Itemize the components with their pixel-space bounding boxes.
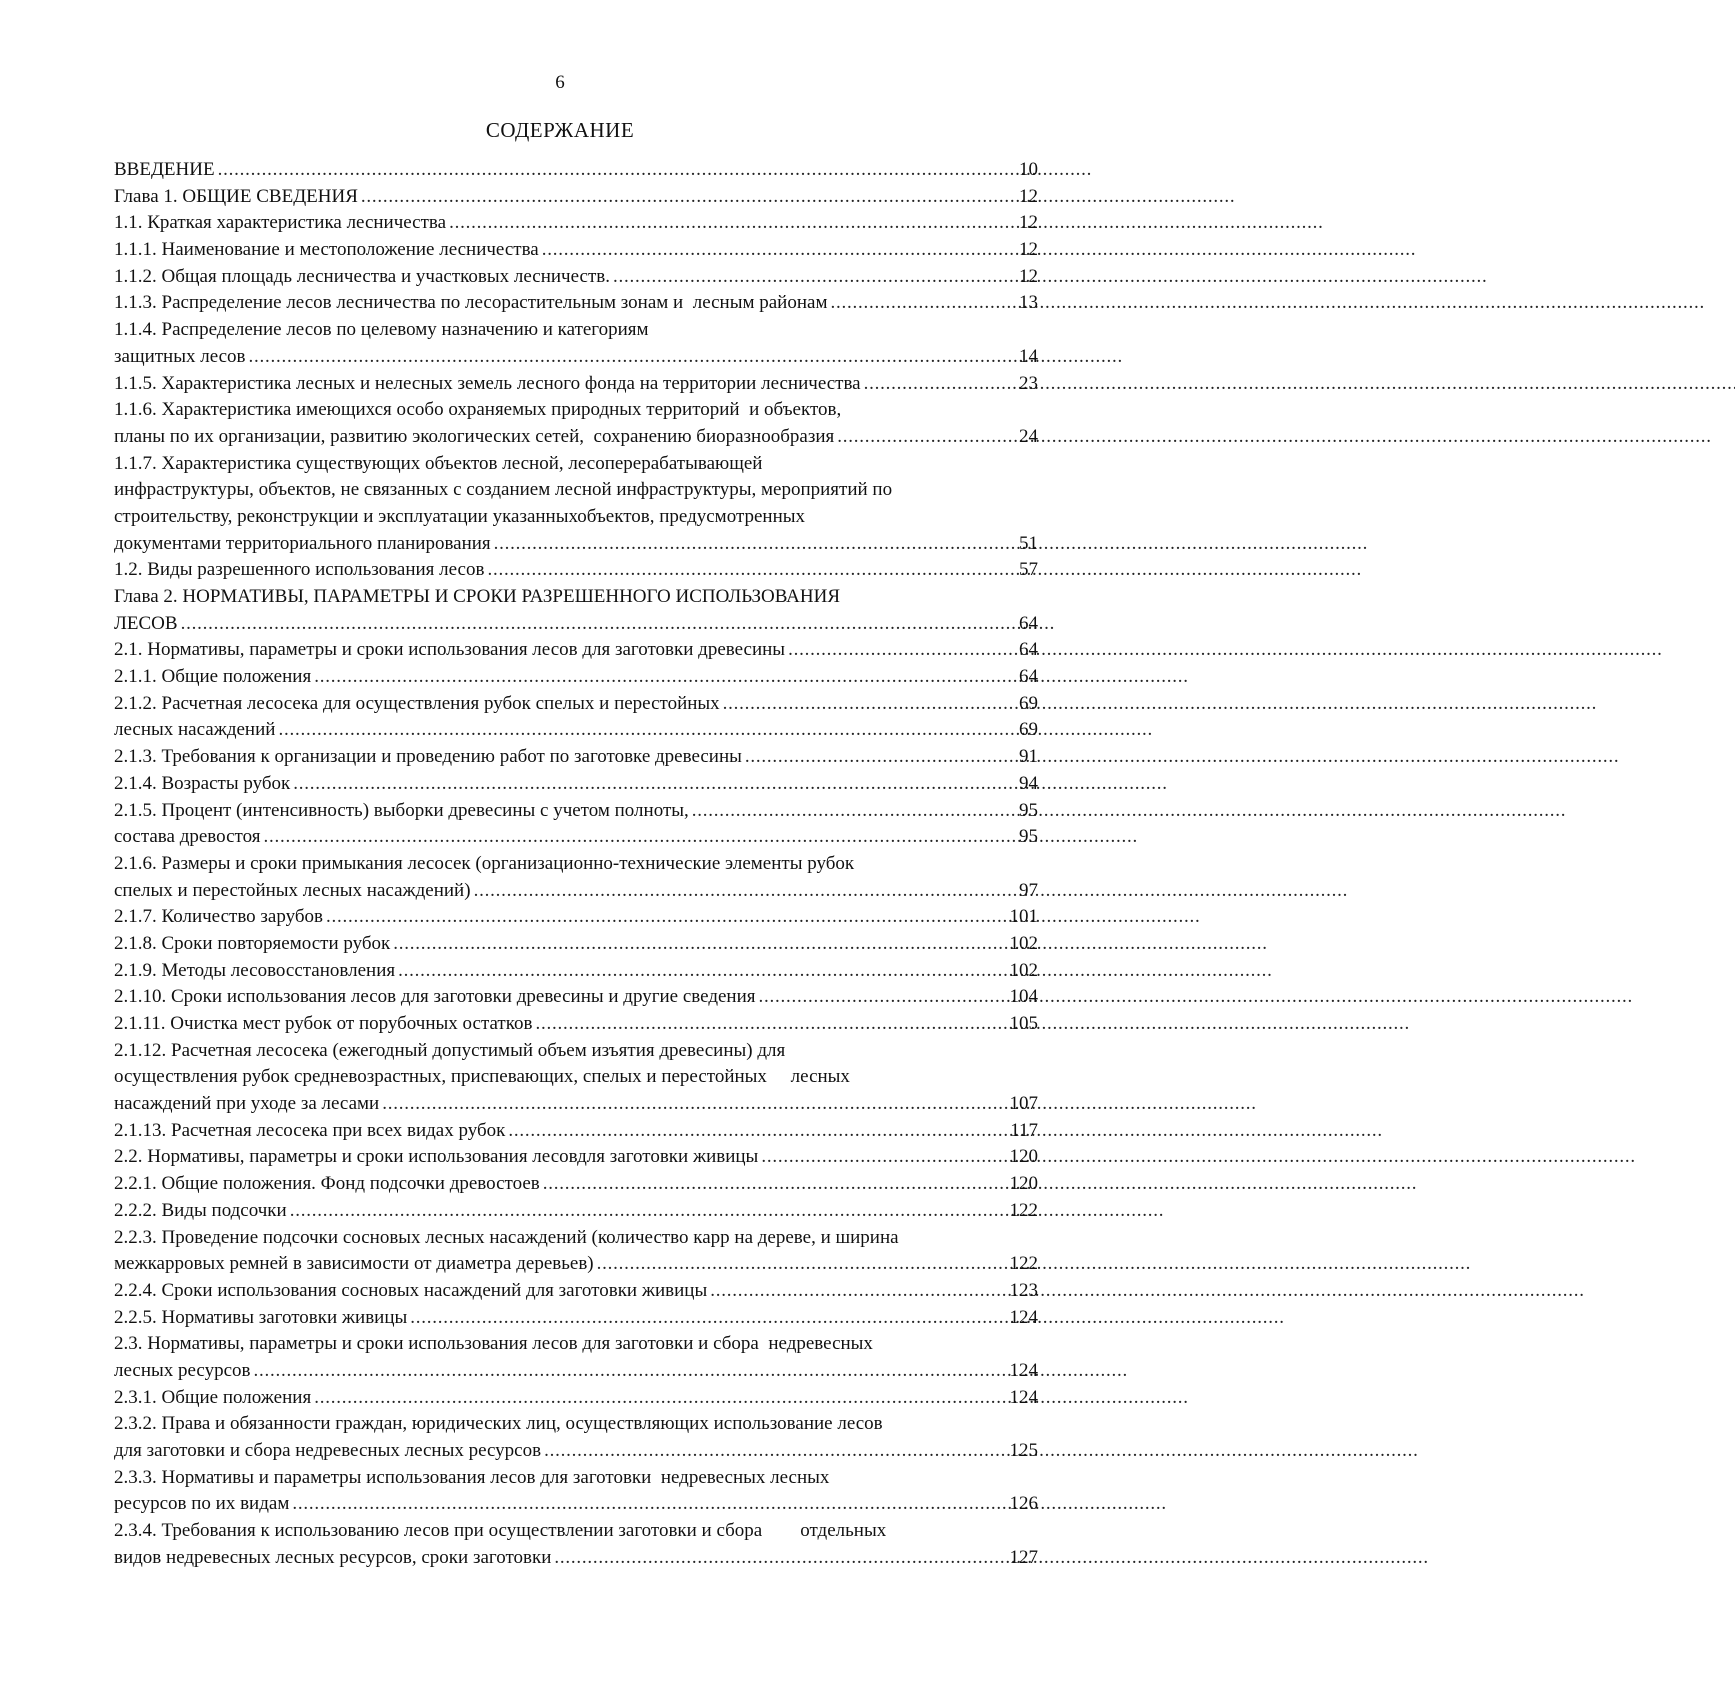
toc-entry-text: 1.1.5. Характеристика лесных и нелесных земель лесного фонда на территории лесничества [114, 372, 861, 394]
toc-page-number: 123 [1009, 1279, 1038, 1301]
toc-dot-leader [761, 1144, 1006, 1171]
toc-entry[interactable] [114, 557, 1038, 584]
toc-page-number: 124 [1009, 1359, 1038, 1381]
toc-entry[interactable] [114, 744, 1038, 771]
toc-page-number: 97 [1019, 879, 1038, 901]
toc-page-number: 12 [1019, 185, 1038, 207]
toc-entry-text: 2.1.8. Сроки повторяемости рубок [114, 932, 391, 954]
toc-entry-text: лесных насаждений [114, 719, 276, 741]
toc-dot-leader [361, 184, 1016, 211]
toc-entry[interactable] [114, 904, 1038, 931]
toc-entry[interactable] [114, 824, 1038, 851]
toc-entry-text: для заготовки и сбора недревесных лесных ресурсов [114, 1440, 542, 1461]
toc-dot-leader [278, 717, 1016, 744]
toc-dot-leader [544, 1438, 1006, 1465]
toc-entry-text: 1.1.7. Характеристика существующих объектов лесной, лесоперерабатывающей [114, 452, 763, 474]
toc-entry[interactable] [114, 798, 1038, 825]
toc-dot-leader [249, 344, 1016, 371]
toc-entry-text: 1.1.1. Наименование и местоположение лесничества [114, 239, 539, 261]
toc-entry-text: 2.1.5. Процент (интенсивность) выборки древесины с учетом полноты, [114, 799, 689, 821]
toc-dot-leader [494, 531, 1016, 558]
toc-page-number: 57 [1019, 559, 1038, 581]
toc-entry-text: планы по их организации, развитию экологических сетей, сохранению биоразнообразия [114, 425, 835, 447]
toc-dot-leader [254, 1358, 1007, 1385]
toc-page-number: 126 [1009, 1493, 1038, 1515]
toc-entry-text: Глава 1. ОБЩИЕ СВЕДЕНИЯ [114, 185, 358, 207]
toc-dot-leader [759, 984, 1007, 1011]
toc-page-number: 51 [1019, 532, 1038, 554]
toc-entry-text: 2.1.1. Общие положения [114, 666, 312, 688]
toc-dot-leader [864, 371, 1016, 398]
toc-page-number: 120 [1009, 1146, 1038, 1168]
toc-entry[interactable] [114, 1465, 1038, 1518]
toc-entry-text: 2.3.4. Требования к использованию лесов при осуществлении заготовки и сбора отдельных [114, 1520, 887, 1542]
toc-entry[interactable] [114, 851, 1038, 904]
toc-dot-leader [745, 744, 1016, 771]
toc-entry-text: Глава 2. НОРМАТИВЫ, ПАРАМЕТРЫ И СРОКИ РАЗРЕШЕННОГО ИСПОЛЬЗОВАНИЯ [114, 586, 841, 607]
toc-entry[interactable] [114, 664, 1038, 691]
toc-entry-text: 2.2.1. Общие положения. Фонд подсочки древостоев [114, 1173, 540, 1195]
toc-entry-text: ЛЕСОВ [114, 612, 178, 634]
toc-entry-text: ресурсов по их видам [114, 1493, 290, 1515]
toc-entry[interactable] [114, 1385, 1038, 1412]
toc-entry[interactable] [114, 584, 1038, 637]
toc-entry-text: 2.2.4. Сроки использования сосновых насаждений для заготовки живицы [114, 1279, 708, 1301]
toc-entry[interactable] [114, 984, 1038, 1011]
toc-dot-leader [314, 664, 1016, 691]
toc-title: СОДЕРЖАНИЕ [485, 118, 635, 142]
toc-entry[interactable] [114, 451, 1038, 558]
toc-entry[interactable] [114, 290, 1038, 317]
toc-entry-text: 2.3.2. Права и обязанности граждан, юридических лиц, осуществляющих использование лесов [114, 1413, 883, 1435]
toc-entry-text: спелых и перестойных лесных насаждений) [114, 879, 471, 901]
toc-page-number: 95 [1019, 799, 1038, 821]
toc-page-number: 64 [1019, 612, 1038, 634]
toc-page-number: 12 [1019, 265, 1038, 287]
toc-page-number: 124 [1009, 1306, 1038, 1328]
toc-entry-text: 2.1. Нормативы, параметры и сроки использования лесов для заготовки древесины [114, 639, 786, 661]
toc-dot-leader [398, 958, 1006, 985]
toc-entry-text: документами территориального планирования [114, 532, 491, 554]
toc-entry[interactable] [114, 1011, 1038, 1038]
toc-entry-text: 2.1.7. Количество зарубов [114, 906, 323, 928]
toc-page-number: 102 [1009, 959, 1038, 981]
toc-entry[interactable] [114, 691, 1038, 718]
toc-page-number: 122 [1009, 1199, 1038, 1221]
toc-entry[interactable] [114, 958, 1038, 985]
toc-entry-text: 1.2. Виды разрешенного использования лесов [114, 559, 485, 581]
toc-dot-leader [543, 1171, 1007, 1198]
toc-entry-text: 2.1.3. Требования к организации и проведению работ по заготовке древесины [114, 746, 742, 768]
toc-page-number: 64 [1019, 639, 1038, 661]
toc-dot-leader [508, 1118, 1007, 1145]
toc-entry[interactable] [114, 1305, 1038, 1332]
toc-entry-text: осуществления рубок средневозрастных, приспевающих, спелых и перестойных лесных [114, 1066, 850, 1088]
toc-entry-text: ВВЕДЕНИЕ [114, 159, 215, 180]
toc-page-number: 94 [1019, 772, 1038, 794]
toc-entry-text: 1.1.2. Общая площадь лесничества и участковых лесничеств. [114, 265, 610, 287]
toc-dot-leader [290, 1198, 1007, 1225]
toc-page-number: 125 [1009, 1440, 1038, 1461]
toc-dot-leader [326, 904, 1007, 931]
toc-dot-leader [613, 264, 1016, 291]
toc-page-number: 69 [1019, 719, 1038, 741]
toc-entry-text: 2.1.12. Расчетная лесосека (ежегодный допустимый объем изъятия древесины) для [114, 1039, 786, 1061]
toc-dot-leader [723, 691, 1016, 718]
toc-entry[interactable] [114, 157, 1038, 184]
toc-page-number: 107 [1009, 1093, 1038, 1115]
toc-entry-text: 2.2.5. Нормативы заготовки живицы [114, 1306, 408, 1328]
toc-entry[interactable] [114, 717, 1038, 744]
toc-dot-leader [292, 1491, 1006, 1518]
toc-page-number: 12 [1019, 239, 1038, 261]
toc-page-number: 101 [1009, 906, 1038, 928]
toc-entry-text: межкарровых ремней в зависимости от диаметра деревьев) [114, 1253, 594, 1275]
toc-entry-text: состава древостоя [114, 826, 261, 848]
toc-page-number: 64 [1019, 666, 1038, 688]
toc-entry-text: насаждений при уходе за лесами [114, 1093, 380, 1115]
toc-dot-leader [382, 1091, 1006, 1118]
toc-entry-text: 2.1.6. Размеры и сроки примыкания лесосек (организационно-технические элементы рубок [114, 852, 855, 874]
toc-entry-text: 2.3.1. Общие положения [114, 1386, 312, 1408]
toc-entry-text: инфраструктуры, объектов, не связанных с созданием лесной инфраструктуры, мероприятий по [114, 479, 893, 501]
toc-entry-text: защитных лесов [114, 345, 246, 367]
toc-page-number: 95 [1019, 826, 1038, 848]
toc-entry-text: строительству, реконструкции и эксплуатации указанныхобъектов, предусмотренных [114, 505, 806, 527]
toc-entry-text: 2.1.10. Сроки использования лесов для заготовки древесины и другие сведения [114, 986, 756, 1008]
toc-entry[interactable] [114, 1118, 1038, 1145]
toc-page-number: 13 [1019, 292, 1038, 314]
toc-entry-text: 2.1.11. Очистка мест рубок от порубочных остатков [114, 1013, 533, 1034]
toc-dot-leader [487, 557, 1016, 584]
toc-entry-text: лесных ресурсов [114, 1359, 251, 1381]
toc-dot-leader [837, 424, 1016, 451]
toc-page-number: 120 [1009, 1173, 1038, 1195]
toc-entry[interactable] [114, 1518, 1038, 1571]
toc-page-number: 127 [1009, 1546, 1038, 1568]
toc-dot-leader [410, 1305, 1006, 1332]
toc-page-number: 69 [1019, 692, 1038, 714]
toc-dot-leader [535, 1011, 1006, 1038]
toc-entry[interactable] [114, 1038, 1038, 1118]
toc-entry-text: 2.2.3. Проведение подсочки сосновых лесных насаждений (количество карр на дереве, и ширина [114, 1226, 899, 1248]
toc-dot-leader [181, 611, 1016, 638]
toc-dot-leader [314, 1385, 1006, 1412]
toc-entry[interactable] [114, 210, 1038, 237]
toc-page-number: 24 [1019, 425, 1038, 447]
toc-entry[interactable] [114, 237, 1038, 264]
toc-page-number: 91 [1019, 746, 1038, 768]
toc-entry[interactable] [114, 371, 1038, 398]
toc-dot-leader [264, 824, 1017, 851]
toc-dot-leader [542, 237, 1016, 264]
toc-entry[interactable] [114, 264, 1038, 291]
toc-entry[interactable] [114, 397, 1038, 450]
toc-dot-leader [554, 1545, 1006, 1572]
toc-dot-leader [474, 878, 1016, 905]
toc-page-number: 122 [1009, 1253, 1038, 1275]
toc-page-number: 10 [1019, 159, 1038, 180]
toc-entry-text: 1.1.4. Распределение лесов по целевому назначению и категориям [114, 319, 649, 341]
toc-dot-leader [597, 1251, 1007, 1278]
toc-page-number: 23 [1019, 372, 1038, 394]
toc-dot-leader [830, 290, 1016, 317]
toc-entry[interactable] [114, 1225, 1038, 1278]
toc-entry[interactable] [114, 184, 1038, 211]
toc-page-number: 102 [1009, 932, 1038, 954]
toc-page-number: 124 [1009, 1386, 1038, 1408]
toc-entry-text: 1.1.6. Характеристика имеющихся особо охраняемых природных территорий и объектов, [114, 399, 842, 421]
toc-dot-leader [449, 210, 1016, 237]
toc-entry[interactable] [114, 931, 1038, 958]
toc-entry[interactable] [114, 1171, 1038, 1198]
toc-entry[interactable] [114, 1278, 1038, 1305]
toc-page-number: 105 [1009, 1013, 1038, 1034]
page-number: 6 [555, 72, 565, 93]
toc-entry-text: 2.2.2. Виды подсочки [114, 1199, 287, 1221]
toc-dot-leader [393, 931, 1006, 958]
toc-entry[interactable] [114, 1331, 1038, 1384]
table-of-contents [114, 157, 1038, 1571]
toc-entry[interactable] [114, 771, 1038, 798]
toc-dot-leader [218, 157, 1016, 184]
toc-entry-text: 2.3. Нормативы, параметры и сроки использования лесов для заготовки и сбора недревесных [114, 1333, 873, 1355]
toc-entry-text: 2.1.2. Расчетная лесосека для осуществления рубок спелых и перестойных [114, 692, 720, 714]
toc-entry[interactable] [114, 637, 1038, 664]
toc-entry[interactable] [114, 1144, 1038, 1171]
toc-dot-leader [293, 771, 1016, 798]
toc-dot-leader [692, 798, 1016, 825]
toc-entry-text: 1.1. Краткая характеристика лесничества [114, 212, 447, 234]
toc-entry[interactable] [114, 317, 1038, 370]
toc-entry-text: 2.1.9. Методы лесовосстановления [114, 959, 396, 981]
toc-entry-text: видов недревесных лесных ресурсов, сроки заготовки [114, 1546, 552, 1568]
toc-entry-text: 2.2. Нормативы, параметры и сроки использования лесовдля заготовки живицы [114, 1146, 759, 1168]
toc-entry[interactable] [114, 1198, 1038, 1225]
toc-dot-leader [788, 637, 1016, 664]
toc-entry-text: 2.1.13. Расчетная лесосека при всех видах рубок [114, 1119, 506, 1141]
toc-entry[interactable] [114, 1411, 1038, 1464]
toc-page-number: 12 [1019, 212, 1038, 234]
toc-page-number: 117 [1010, 1119, 1038, 1141]
toc-entry-text: 2.3.3. Нормативы и параметры использования лесов для заготовки недревесных лесных [114, 1466, 830, 1488]
toc-entry-text: 1.1.3. Распределение лесов лесничества по лесорастительным зонам и лесным районам [114, 292, 828, 314]
toc-page-number: 104 [1009, 986, 1038, 1008]
toc-page-number: 14 [1019, 345, 1038, 367]
toc-dot-leader [710, 1278, 1006, 1305]
toc-entry-text: 2.1.4. Возрасты рубок [114, 772, 291, 794]
